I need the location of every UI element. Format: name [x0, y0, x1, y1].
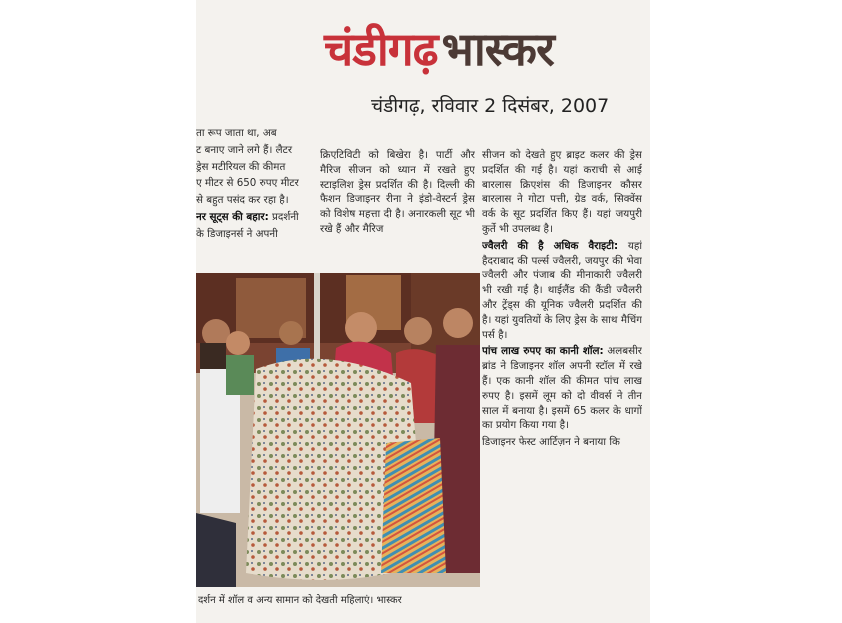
article-column-1 — [196, 126, 314, 271]
col3-text-jewellery: यहां हैदराबाद की पर्ल्स ज्वैलरी, जयपुर की भेवा ज्वैलरी और पंजाब की मीनाकारी ज्वैलरी भी रखी गई है। थाईलैंड की कैंडी ज्वैलरी और ट्रेंड्स की यूनिक ज्वैलरी प्रदर्शित की है। यहां युवतियों के लिए ड्रेस के साथ मैचिंग पर्स है। — [482, 239, 642, 341]
col3-tail: डिजाइनर फेस्ट आर्टिज़न ने बनाया कि — [482, 436, 620, 449]
masthead-city: चंडीगढ़ — [324, 22, 438, 76]
col1-line: ता रूप जाता था, अब — [196, 127, 277, 139]
photo-illustration — [196, 273, 480, 587]
col1-line: ड्रेस मटीरियल की कीमत — [196, 160, 286, 173]
article-column-3 — [482, 148, 642, 618]
col3-text-shawl: अलबसीर ब्रांड ने डिजाइनर शॉल अपनी स्टॉल में रखे हैं। एक कानी शॉल की कीमत पांच लाख रुपए है। इसमें लूम को दो वीवर्स ने तीन साल में बनाया है। इसमें 65 कलर के धागों का प्रयोग किया गया है। — [482, 345, 642, 432]
col1-subhead-tail: प्रदर्शनी — [268, 210, 299, 223]
col3-paragraph-shawl — [482, 344, 642, 433]
newspaper-clipping — [196, 0, 650, 623]
col1-line: ए मीटर से 650 रुपए मीटर — [196, 177, 299, 190]
col1-subhead: नर सूट्स की बहार: — [196, 210, 269, 223]
newspaper-masthead — [324, 18, 644, 80]
col1-line: ट बनाए जाने लगे हैं। लैटर — [196, 143, 293, 156]
col3-paragraph-jewellery — [482, 239, 642, 343]
col3-subhead-jewellery: ज्वैलरी की है अधिक वैराइटी: — [482, 239, 619, 252]
dateline: चंडीगढ़, रविवार 2 दिसंबर, 2007 — [371, 95, 610, 117]
exhibition-photo — [196, 273, 480, 587]
article-column-2 — [320, 148, 475, 272]
photo-caption: दर्शन में शॉल व अन्य सामान को देखती महिलाएं। भास्कर — [198, 595, 402, 606]
col3-paragraph: सीजन को देखते हुए ब्राइट कलर की ड्रेस प्रदर्शित की गई है। यहां कराची से आई बारलास क्रिएशंस की डिजाइनर कौसर बारलास ने गोटा पत्ती, ग्रेड वर्क, सिक्वेंस वर्क के सूट प्रदर्शित किए हैं। यहां जयपुरी कुर्ते भी उपलब्ध है। — [482, 149, 642, 235]
masthead-paper: भास्कर — [441, 22, 554, 76]
col1-line: से बहुत पसंद कर रहा है। — [196, 194, 289, 207]
col1-line: के डिजाइनर्स ने अपनी — [196, 227, 278, 240]
col3-subhead-shawl: पांच लाख रुपए का कानी शॉल: — [482, 345, 604, 358]
col1-subhead-line — [196, 210, 314, 225]
col2-text: क्रिएटिविटी को बिखेरा है। पार्टी और मैरिज सीजन को ध्यान में रखते हुए स्टाइलिश ड्रेस प्रदर्शित की है। दिल्ली की फैशन डिजाइनर रीना ने इंडो-वेस्टर्न ड्रेस को विशेष महत्ता दी है। अनारकली सूट भी रखे हैं और मैरिज — [320, 149, 475, 235]
